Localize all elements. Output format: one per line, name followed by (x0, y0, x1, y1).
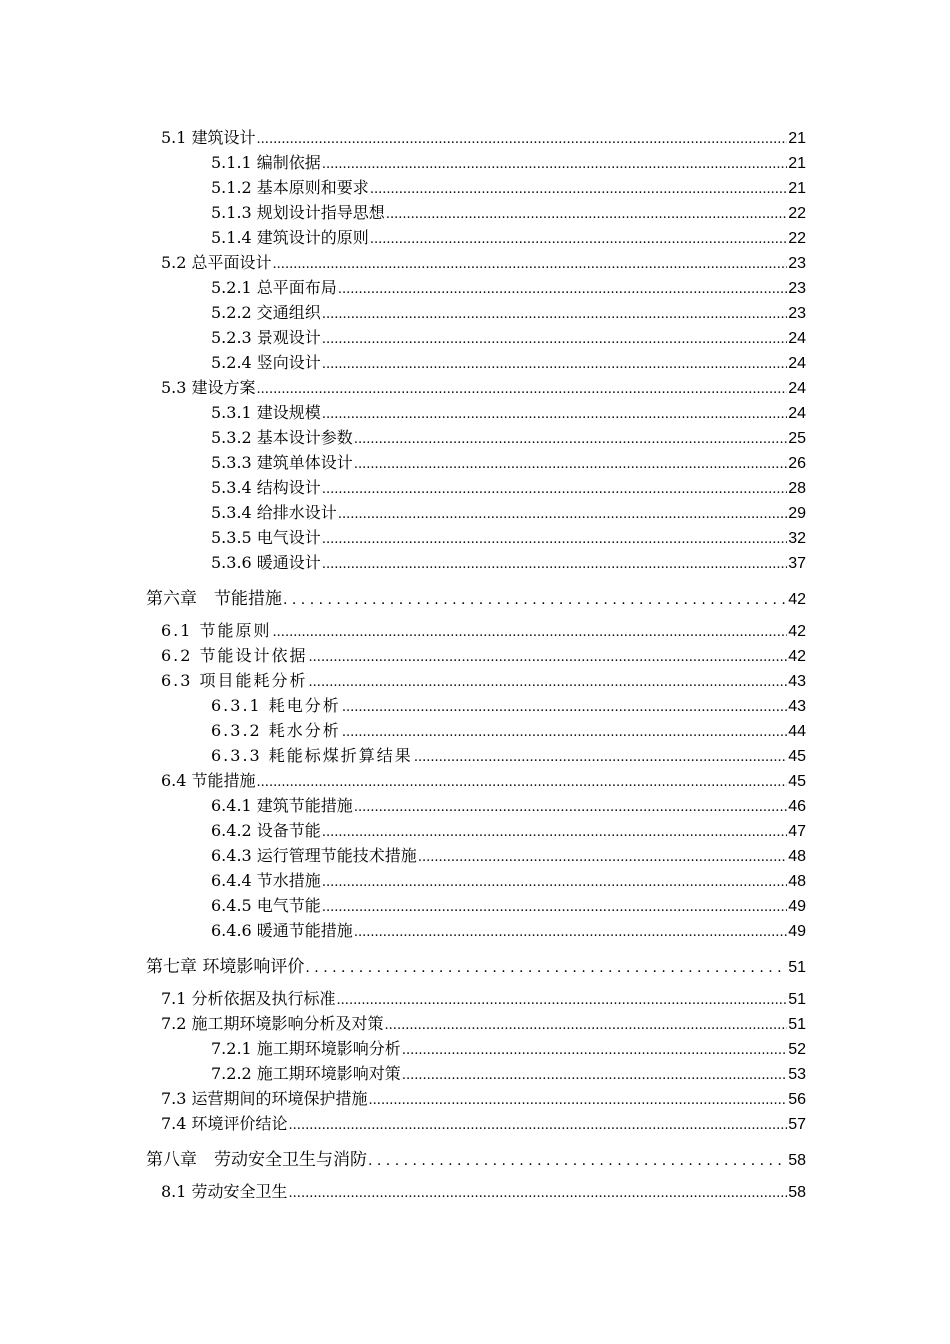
toc-entry-page-number: 49 (788, 923, 806, 940)
toc-entry-page-number: 42 (788, 648, 806, 665)
dot-leader (370, 178, 787, 197)
toc-entry-title: 6.4.5 电气节能 (211, 896, 321, 915)
toc-entry-title: 5.3.6 暖通设计 (211, 553, 321, 572)
dot-leader (283, 589, 787, 609)
toc-entry-title: 5.1 建筑设计 (161, 128, 256, 147)
dot-leader (289, 1114, 788, 1133)
dot-leader (309, 671, 788, 690)
toc-entry (211, 843, 806, 866)
toc-entry (211, 1061, 806, 1084)
toc-entry-title: 8.1 劳动安全卫生 (161, 1182, 288, 1201)
toc-entry (211, 200, 806, 223)
toc-entry-page-number: 52 (788, 1041, 806, 1058)
toc-entry (211, 300, 806, 323)
toc-entry (211, 893, 806, 916)
dot-leader (322, 528, 787, 547)
toc-entry (161, 618, 806, 641)
toc-entry-page-number: 56 (788, 1091, 806, 1108)
dot-leader (322, 821, 787, 840)
dot-leader (257, 128, 788, 147)
toc-entry-title: 5.3.3 建筑单体设计 (211, 453, 353, 472)
dot-leader (338, 503, 787, 522)
toc-entry-page-number: 48 (788, 873, 806, 890)
dot-leader (322, 896, 787, 915)
dot-leader (322, 403, 787, 422)
dot-leader (257, 378, 788, 397)
toc-entry-page-number: 26 (788, 455, 806, 472)
toc-entry-page-number: 58 (788, 1184, 806, 1201)
toc-entry-title: 7.3 运营期间的环境保护措施 (161, 1089, 368, 1108)
toc-chapter-entry (146, 584, 806, 609)
toc-entry (161, 1086, 806, 1109)
toc-entry-title: 5.2 总平面设计 (161, 253, 272, 272)
toc-entry (161, 643, 806, 666)
toc-entry-page-number: 29 (788, 505, 806, 522)
toc-entry-title: 5.1.4 建筑设计的原则 (211, 228, 369, 247)
toc-entry (161, 125, 806, 148)
dot-leader (402, 1039, 787, 1058)
toc-entry-page-number: 25 (788, 430, 806, 447)
toc-entry (211, 500, 806, 523)
toc-entry (211, 918, 806, 941)
toc-entry-page-number: 24 (788, 405, 806, 422)
toc-entry-page-number: 22 (788, 205, 806, 222)
toc-entry-page-number: 43 (788, 673, 806, 690)
toc-entry (211, 743, 806, 766)
toc-entry-page-number: 58 (788, 1152, 806, 1169)
toc-entry (211, 693, 806, 716)
toc-entry-page-number: 43 (788, 698, 806, 715)
toc-entry-title: 5.3 建设方案 (161, 378, 256, 397)
toc-entry-page-number: 32 (788, 530, 806, 547)
toc-entry (211, 868, 806, 891)
toc-entry-page-number: 23 (788, 255, 806, 272)
toc-entry-title: 7.4 环境评价结论 (161, 1114, 288, 1133)
dot-leader (273, 621, 788, 640)
toc-entry-title: 6.2 节能设计依据 (161, 646, 308, 665)
toc-entry-page-number: 46 (788, 798, 806, 815)
toc-entry-title: 第六章 节能措施 (146, 589, 282, 609)
dot-leader (386, 203, 787, 222)
toc-entry (161, 1179, 806, 1202)
toc-entry-title: 6.4.6 暖通节能措施 (211, 921, 353, 940)
dot-leader (354, 796, 787, 815)
dot-leader (342, 721, 787, 740)
toc-entry-title: 6.4 节能措施 (161, 771, 256, 790)
toc-entry-title: 5.3.4 给排水设计 (211, 503, 337, 522)
toc-entry-page-number: 45 (788, 748, 806, 765)
toc-entry-page-number: 24 (788, 330, 806, 347)
dot-leader (369, 1089, 788, 1108)
dot-leader (322, 328, 787, 347)
dot-leader (322, 353, 787, 372)
toc-entry-title: 5.2.4 竖向设计 (211, 353, 321, 372)
dot-leader (309, 646, 788, 665)
toc-entry-title: 6.3 项目能耗分析 (161, 671, 308, 690)
toc-entry-page-number: 44 (788, 723, 806, 740)
toc-entry-title: 6.3.1 耗电分析 (211, 696, 341, 715)
toc-entry-title: 7.2.1 施工期环境影响分析 (211, 1039, 401, 1058)
dot-leader (342, 696, 787, 715)
toc-entry-title: 5.1.1 编制依据 (211, 153, 321, 172)
toc-entry (211, 175, 806, 198)
toc-entry (211, 818, 806, 841)
dot-leader (338, 278, 787, 297)
toc-entry-page-number: 21 (788, 130, 806, 147)
toc-entry-page-number: 51 (788, 959, 806, 976)
toc-entry-page-number: 49 (788, 898, 806, 915)
toc-entry (211, 1036, 806, 1059)
toc-entry-page-number: 42 (788, 623, 806, 640)
toc-entry (161, 668, 806, 691)
dot-leader (354, 921, 787, 940)
toc-entry (211, 400, 806, 423)
toc-chapter-entry (146, 1145, 806, 1170)
toc-entry-title: 6.3.3 耗能标煤折算结果 (211, 746, 413, 765)
toc-entry (161, 768, 806, 791)
toc-entry (211, 350, 806, 373)
dot-leader (414, 746, 787, 765)
toc-chapter-entry (146, 952, 806, 977)
toc-entry (211, 450, 806, 473)
dot-leader (354, 428, 787, 447)
toc-entry-title: 第七章 环境影响评价 (146, 957, 305, 977)
toc-entry (211, 325, 806, 348)
toc-entry-page-number: 28 (788, 480, 806, 497)
toc-entry-title: 7.2.2 施工期环境影响对策 (211, 1064, 401, 1083)
toc-entry-page-number: 23 (788, 305, 806, 322)
toc-entry (161, 1111, 806, 1134)
toc-entry-title: 6.1 节能原则 (161, 621, 272, 640)
toc-entry (161, 250, 806, 273)
toc-entry-title: 5.2.2 交通组织 (211, 303, 321, 322)
toc-entry-title: 7.1 分析依据及执行标准 (161, 989, 336, 1008)
toc-entry-title: 6.4.4 节水措施 (211, 871, 321, 890)
toc-entry-page-number: 47 (788, 823, 806, 840)
toc-entry-page-number: 57 (788, 1116, 806, 1133)
toc-entry-title: 6.4.3 运行管理节能技术措施 (211, 846, 417, 865)
toc-entry-title: 5.3.5 电气设计 (211, 528, 321, 547)
toc-entry (211, 550, 806, 573)
toc-entry-title: 5.2.3 景观设计 (211, 328, 321, 347)
toc-entry-title: 5.3.2 基本设计参数 (211, 428, 353, 447)
toc-entry-title: 5.3.1 建设规模 (211, 403, 321, 422)
toc-entry (211, 718, 806, 741)
toc-entry (211, 475, 806, 498)
toc-entry-page-number: 48 (788, 848, 806, 865)
dot-leader (402, 1064, 787, 1083)
toc-entry-title: 5.1.3 规划设计指导思想 (211, 203, 385, 222)
dot-leader (418, 846, 787, 865)
toc-entry-page-number: 24 (788, 380, 806, 397)
dot-leader (273, 253, 788, 272)
toc-entry (161, 1011, 806, 1034)
toc-entry-page-number: 51 (788, 991, 806, 1008)
toc-entry-page-number: 45 (788, 773, 806, 790)
toc-entry (211, 525, 806, 548)
toc-entry-title: 6.4.1 建筑节能措施 (211, 796, 353, 815)
toc-entry-page-number: 24 (788, 355, 806, 372)
toc-entry-title: 7.2 施工期环境影响分析及对策 (161, 1014, 384, 1033)
toc-entry-title: 5.3.4 结构设计 (211, 478, 321, 497)
toc-entry-page-number: 42 (788, 591, 806, 608)
toc-entry-page-number: 51 (788, 1016, 806, 1033)
toc-entry (211, 225, 806, 248)
toc-entry-title: 5.1.2 基本原则和要求 (211, 178, 369, 197)
toc-entry-page-number: 53 (788, 1066, 806, 1083)
toc-entry-page-number: 37 (788, 555, 806, 572)
dot-leader (322, 153, 787, 172)
dot-leader (305, 957, 787, 977)
dot-leader (322, 303, 787, 322)
dot-leader (322, 871, 787, 890)
toc-entry (211, 150, 806, 173)
toc-entry-title: 6.4.2 设备节能 (211, 821, 321, 840)
toc-entry (161, 986, 806, 1009)
toc-entry-page-number: 22 (788, 230, 806, 247)
toc-entry (211, 425, 806, 448)
dot-leader (368, 1150, 787, 1170)
dot-leader (322, 478, 787, 497)
toc-entry (161, 375, 806, 398)
toc-entry-title: 6.3.2 耗水分析 (211, 721, 341, 740)
dot-leader (337, 989, 788, 1008)
dot-leader (322, 553, 787, 572)
toc-entry-page-number: 21 (788, 155, 806, 172)
dot-leader (385, 1014, 788, 1033)
toc-entry-title: 第八章 劳动安全卫生与消防 (146, 1150, 367, 1170)
dot-leader (289, 1182, 788, 1201)
dot-leader (354, 453, 787, 472)
dot-leader (370, 228, 787, 247)
toc-entry-page-number: 23 (788, 280, 806, 297)
toc-entry (211, 793, 806, 816)
toc-entry (211, 275, 806, 298)
toc-entry-page-number: 21 (788, 180, 806, 197)
toc-entry-title: 5.2.1 总平面布局 (211, 278, 337, 297)
dot-leader (257, 771, 788, 790)
